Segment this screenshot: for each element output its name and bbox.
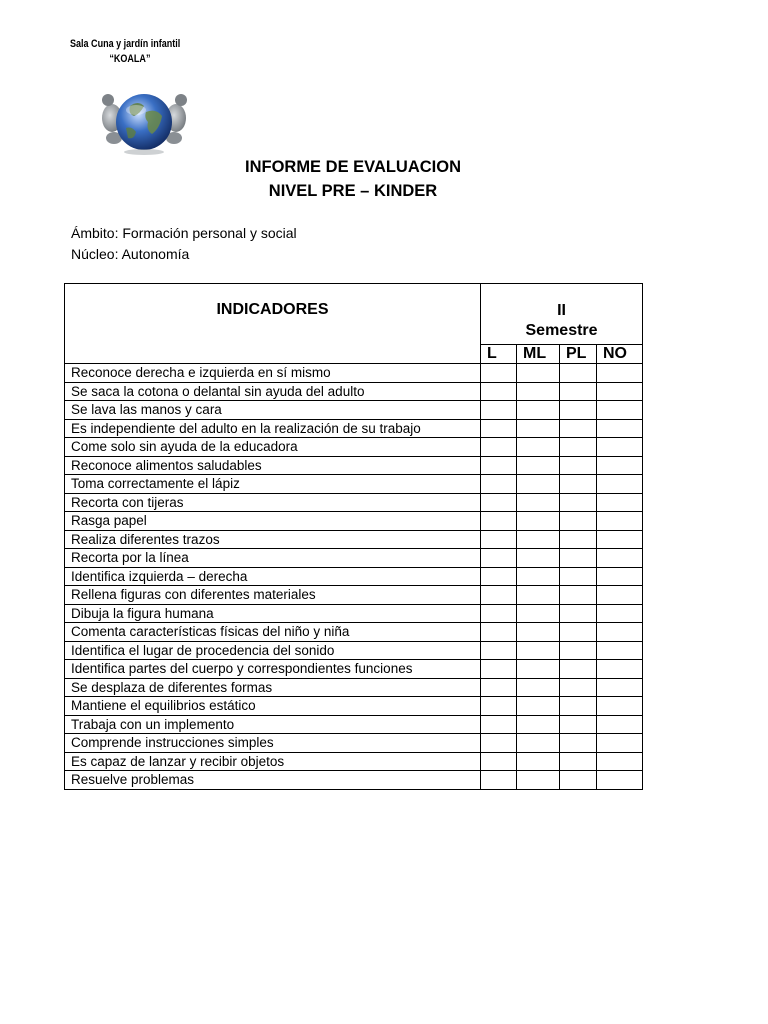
table-row [65,623,643,642]
table-row [65,586,643,605]
nucleo-label: Núcleo: Autonomía [71,245,190,262]
report-title-line2: NIVEL PRE – KINDER [268,182,438,200]
rating-cell[interactable] [517,475,560,494]
indicator-label: Es independiente del adulto en la realización de su trabajo [65,419,481,438]
table-row [65,715,643,734]
indicator-label: Mantiene el equilibrios estático [65,697,481,716]
indicator-label: Reconoce alimentos saludables [65,456,481,475]
rating-cell[interactable] [597,623,643,642]
semester-label: Semestre [525,322,598,339]
rating-cell[interactable] [481,475,517,494]
indicator-label: Se desplaza de diferentes formas [65,678,481,697]
rating-cell[interactable] [481,456,517,475]
rating-cell[interactable] [517,678,560,697]
rating-cell[interactable] [481,623,517,642]
rating-cell[interactable] [481,549,517,568]
rating-cell[interactable] [481,678,517,697]
rating-cell[interactable] [597,678,643,697]
rating-cell[interactable] [560,549,597,568]
rating-cell[interactable] [560,512,597,531]
rating-cell[interactable] [481,604,517,623]
rating-cell[interactable] [517,623,560,642]
indicator-label: Comenta características físicas del niño y niña [65,623,481,642]
rating-cell[interactable] [517,382,560,401]
rating-cell[interactable] [597,734,643,753]
table-row [65,493,643,512]
rating-cell[interactable] [597,567,643,586]
ambito-label: Ámbito: Formación personal y social [71,225,297,241]
table-row [65,734,643,753]
rating-cell[interactable] [597,752,643,771]
rating-cell[interactable] [560,715,597,734]
rating-cell[interactable] [517,660,560,679]
rating-cell[interactable] [560,586,597,605]
rating-cell[interactable] [517,438,560,457]
indicator-label: Toma correctamente el lápiz [65,475,481,494]
indicator-label: Rasga papel [65,512,481,531]
rating-cell[interactable] [481,401,517,420]
rating-cell[interactable] [481,382,517,401]
rating-cell[interactable] [481,364,517,383]
rating-cell[interactable] [517,512,560,531]
indicator-label: Resuelve problemas [65,771,481,790]
rating-cell[interactable] [597,493,643,512]
rating-cell[interactable] [597,549,643,568]
rating-cell[interactable] [597,401,643,420]
rating-cell[interactable] [560,771,597,790]
rating-cell[interactable] [597,604,643,623]
rating-cell[interactable] [517,456,560,475]
rating-cell[interactable] [560,382,597,401]
rating-cell[interactable] [560,567,597,586]
semester-number: II [557,302,566,319]
rating-cell[interactable] [517,771,560,790]
indicator-label: Rellena figuras con diferentes materiales [65,586,481,605]
rating-cell[interactable] [560,752,597,771]
rating-cell[interactable] [560,660,597,679]
table-row [65,475,643,494]
rating-cell[interactable] [517,586,560,605]
rating-cell[interactable] [560,456,597,475]
indicator-label: Comprende instrucciones simples [65,734,481,753]
table-row [65,752,643,771]
rating-cell[interactable] [597,512,643,531]
rating-cell[interactable] [560,438,597,457]
table-row [65,660,643,679]
rating-cell[interactable] [517,697,560,716]
report-title-line1: INFORME DE EVALUACION [244,158,462,176]
indicator-label: Trabaja con un implemento [65,715,481,734]
rating-cell[interactable] [560,419,597,438]
rating-cell[interactable] [560,401,597,420]
indicator-label: Identifica el lugar de procedencia del sonido [65,641,481,660]
rating-column-header: PL [560,345,597,364]
rating-column-header: ML [517,345,560,364]
rating-cell[interactable] [597,586,643,605]
rating-cell[interactable] [517,641,560,660]
rating-cell[interactable] [481,697,517,716]
rating-cell[interactable] [560,678,597,697]
table-row [65,771,643,790]
rating-cell[interactable] [481,493,517,512]
rating-cell[interactable] [560,530,597,549]
rating-cell[interactable] [517,493,560,512]
rating-cell[interactable] [560,734,597,753]
table-row [65,364,643,383]
report-meta [71,223,297,264]
indicator-label: Recorta por la línea [65,549,481,568]
rating-cell[interactable] [481,660,517,679]
rating-cell[interactable] [517,530,560,549]
rating-cell[interactable] [481,734,517,753]
semester-header [481,284,643,345]
rating-cell[interactable] [560,493,597,512]
rating-column-header: L [481,345,517,364]
rating-cell[interactable] [517,401,560,420]
rating-cell[interactable] [597,641,643,660]
table-row [65,641,643,660]
table-row [65,438,643,457]
rating-cell[interactable] [517,604,560,623]
rating-cell[interactable] [481,641,517,660]
rating-cell[interactable] [517,567,560,586]
rating-cell[interactable] [597,419,643,438]
rating-cell[interactable] [481,438,517,457]
rating-cell[interactable] [481,771,517,790]
indicators-body [65,364,643,790]
rating-cell[interactable] [597,697,643,716]
rating-cell[interactable] [517,752,560,771]
table-row [65,456,643,475]
table-row [65,604,643,623]
indicator-label: Come solo sin ayuda de la educadora [65,438,481,457]
rating-cell[interactable] [481,419,517,438]
rating-cell[interactable] [481,567,517,586]
indicator-label: Identifica partes del cuerpo y correspondientes funciones [65,660,481,679]
rating-cell[interactable] [597,771,643,790]
rating-cell[interactable] [481,512,517,531]
indicator-label: Se saca la cotona o delantal sin ayuda del adulto [65,382,481,401]
rating-cell[interactable] [517,419,560,438]
rating-cell[interactable] [560,623,597,642]
rating-cell[interactable] [597,382,643,401]
school-header [70,37,193,67]
table-row [65,549,643,568]
rating-cell[interactable] [597,456,643,475]
rating-cell[interactable] [517,549,560,568]
table-row [65,678,643,697]
table-row [65,382,643,401]
rating-cell[interactable] [481,752,517,771]
table-row [65,697,643,716]
evaluation-table [64,283,643,790]
rating-cell[interactable] [597,438,643,457]
school-brand: “KOALA” [109,53,151,65]
rating-cell[interactable] [560,364,597,383]
rating-cell[interactable] [597,530,643,549]
indicator-label: Identifica izquierda – derecha [65,567,481,586]
report-title [0,155,706,203]
indicators-header: INDICADORES [65,284,481,364]
rating-cell[interactable] [560,641,597,660]
indicator-label: Dibuja la figura humana [65,604,481,623]
rating-cell[interactable] [560,604,597,623]
rating-column-header: NO [597,345,643,364]
indicator-label: Realiza diferentes trazos [65,530,481,549]
rating-cell[interactable] [517,734,560,753]
indicator-label: Reconoce derecha e izquierda en sí mismo [65,364,481,383]
indicator-label: Se lava las manos y cara [65,401,481,420]
rating-cell[interactable] [597,715,643,734]
rating-cell[interactable] [597,660,643,679]
table-row [65,419,643,438]
table-row [65,512,643,531]
table-row [65,401,643,420]
rating-cell[interactable] [597,364,643,383]
rating-cell[interactable] [481,715,517,734]
earth-globe-koala-logo-icon [100,88,188,158]
school-name: Sala Cuna y jardín infantil [70,38,181,50]
rating-cell[interactable] [597,475,643,494]
rating-cell[interactable] [517,715,560,734]
table-row [65,567,643,586]
rating-cell[interactable] [481,530,517,549]
indicator-label: Es capaz de lanzar y recibir objetos [65,752,481,771]
indicator-label: Recorta con tijeras [65,493,481,512]
table-row [65,530,643,549]
rating-cell[interactable] [481,586,517,605]
rating-cell[interactable] [560,697,597,716]
rating-cell[interactable] [560,475,597,494]
rating-cell[interactable] [517,364,560,383]
